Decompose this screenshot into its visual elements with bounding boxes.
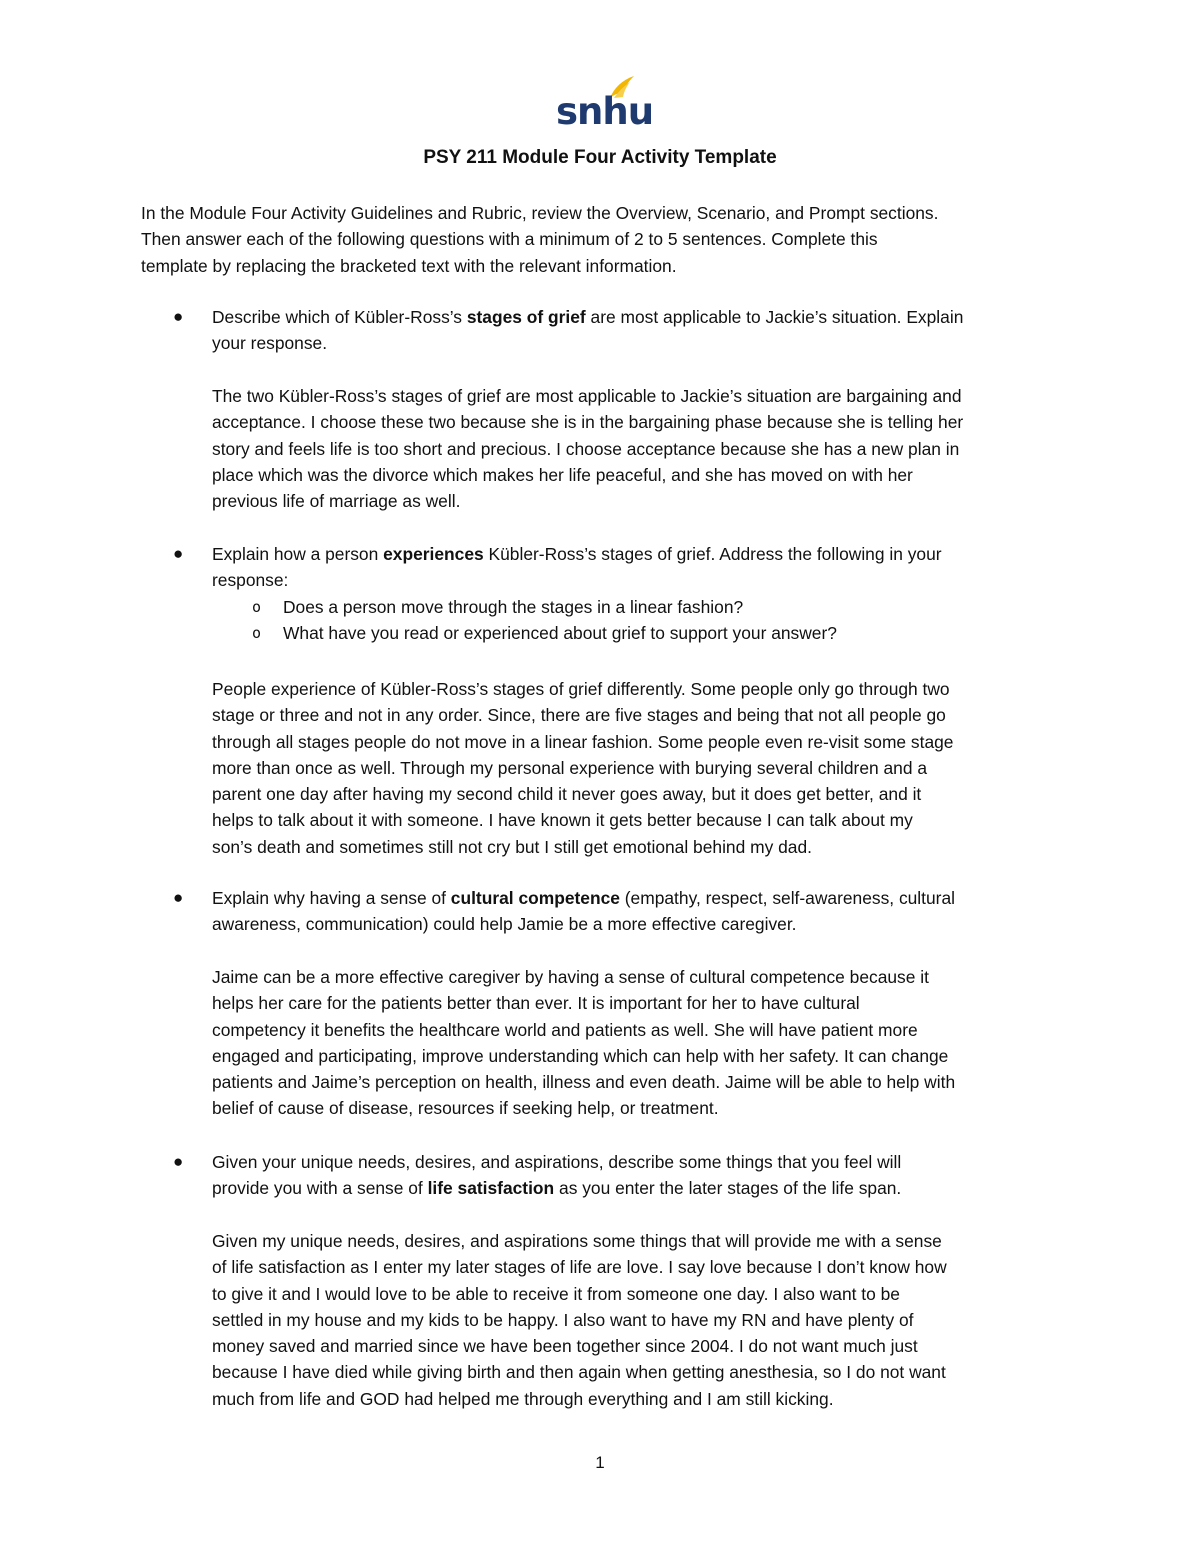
question: Explain why having a sense of cultural competence (empathy, respect, self-awareness, cultural awareness, communication) could help Jamie be a more effective caregiver. bbox=[212, 888, 956, 935]
logo-wordmark: snhu bbox=[556, 90, 654, 133]
intro-line: Then answer each of the following questions with a minimum of 2 to 5 sentences. Complete this bbox=[141, 229, 878, 250]
answer: Given my unique needs, desires, and aspirations some things that will provide me with a sense of life satisfaction as I enter my later stages of life are love. I say love because I don’t know how to give it and I would love to be able to receive it from someone one day. I also want to be settled in my house and my kids to be happy. I also want to have my RN and have plenty of money saved and married since we have been together since 2004. I do not want much just because I have died while giving birth and then again when getting anesthesia, so I do not want much from life and GOD had helped me through everything and I am still kicking. bbox=[212, 1231, 947, 1409]
snhu-logo bbox=[556, 74, 654, 133]
circle-bullet-icon: o bbox=[252, 624, 262, 642]
answer: The two Kübler-Ross’s stages of grief are most applicable to Jackie’s situation are bargaining and acceptance. I choose these two because she is in the bargaining phase because she is telling her story and feels life is too short and precious. I choose acceptance because she has a new plan in place which was the divorce which makes her life peaceful, and she has moved on with her previous life of marriage as well. bbox=[212, 386, 964, 512]
intro-line: template by replacing the bracketed text with the relevant information. bbox=[141, 255, 677, 276]
answer: People experience of Kübler-Ross’s stages of grief differently. Some people only go through two stage or three and not in any order. Since, there are five stages and being that not all people go through all stages people do not move in a linear fashion. Some people even re-visit some stage more than once as well. Through my personal experience with burying several children and a parent one day after having my second child it never goes away, but it does get better, and it helps to talk about it with someone. I have known it gets better because I can talk about my son’s death and sometimes still not cry but I still get emotional behind my dad. bbox=[212, 679, 954, 857]
bullet-icon: ● bbox=[173, 307, 184, 326]
question: Given your unique needs, desires, and aspirations, describe some things that you feel will provide you with a sense of life satisfaction as you enter the later stages of the life span. bbox=[212, 1152, 902, 1199]
bullet-icon: ● bbox=[173, 544, 184, 563]
page-number: 1 bbox=[595, 1453, 605, 1472]
question: Explain how a person experiences Kübler-Ross’s stages of grief. Address the following in your response: bbox=[212, 544, 942, 591]
question: Describe which of Kübler-Ross’s stages of grief are most applicable to Jackie’s situation. Explain your response. bbox=[212, 307, 964, 354]
intro-paragraph bbox=[141, 200, 1071, 279]
bullet-icon: ● bbox=[173, 888, 184, 907]
page-title: PSY 211 Module Four Activity Template bbox=[423, 147, 777, 168]
circle-bullet-icon: o bbox=[252, 598, 262, 616]
answer: Jaime can be a more effective caregiver by having a sense of cultural competence because it helps her care for the patients better than ever. It is important for her to have cultural competency it benefits the healthcare world and patients as well. She will have patient more engaged and participating, improve understanding which can help with her safety. It can change patients and Jaime’s perception on health, illness and even death. Jaime will be able to help with belief of cause of disease, resources if seeking help, or treatment. bbox=[212, 967, 956, 1119]
bullet-icon: ● bbox=[173, 1152, 184, 1171]
intro-line: In the Module Four Activity Guidelines and Rubric, review the Overview, Scenario, and Prompt sections. bbox=[141, 203, 939, 223]
